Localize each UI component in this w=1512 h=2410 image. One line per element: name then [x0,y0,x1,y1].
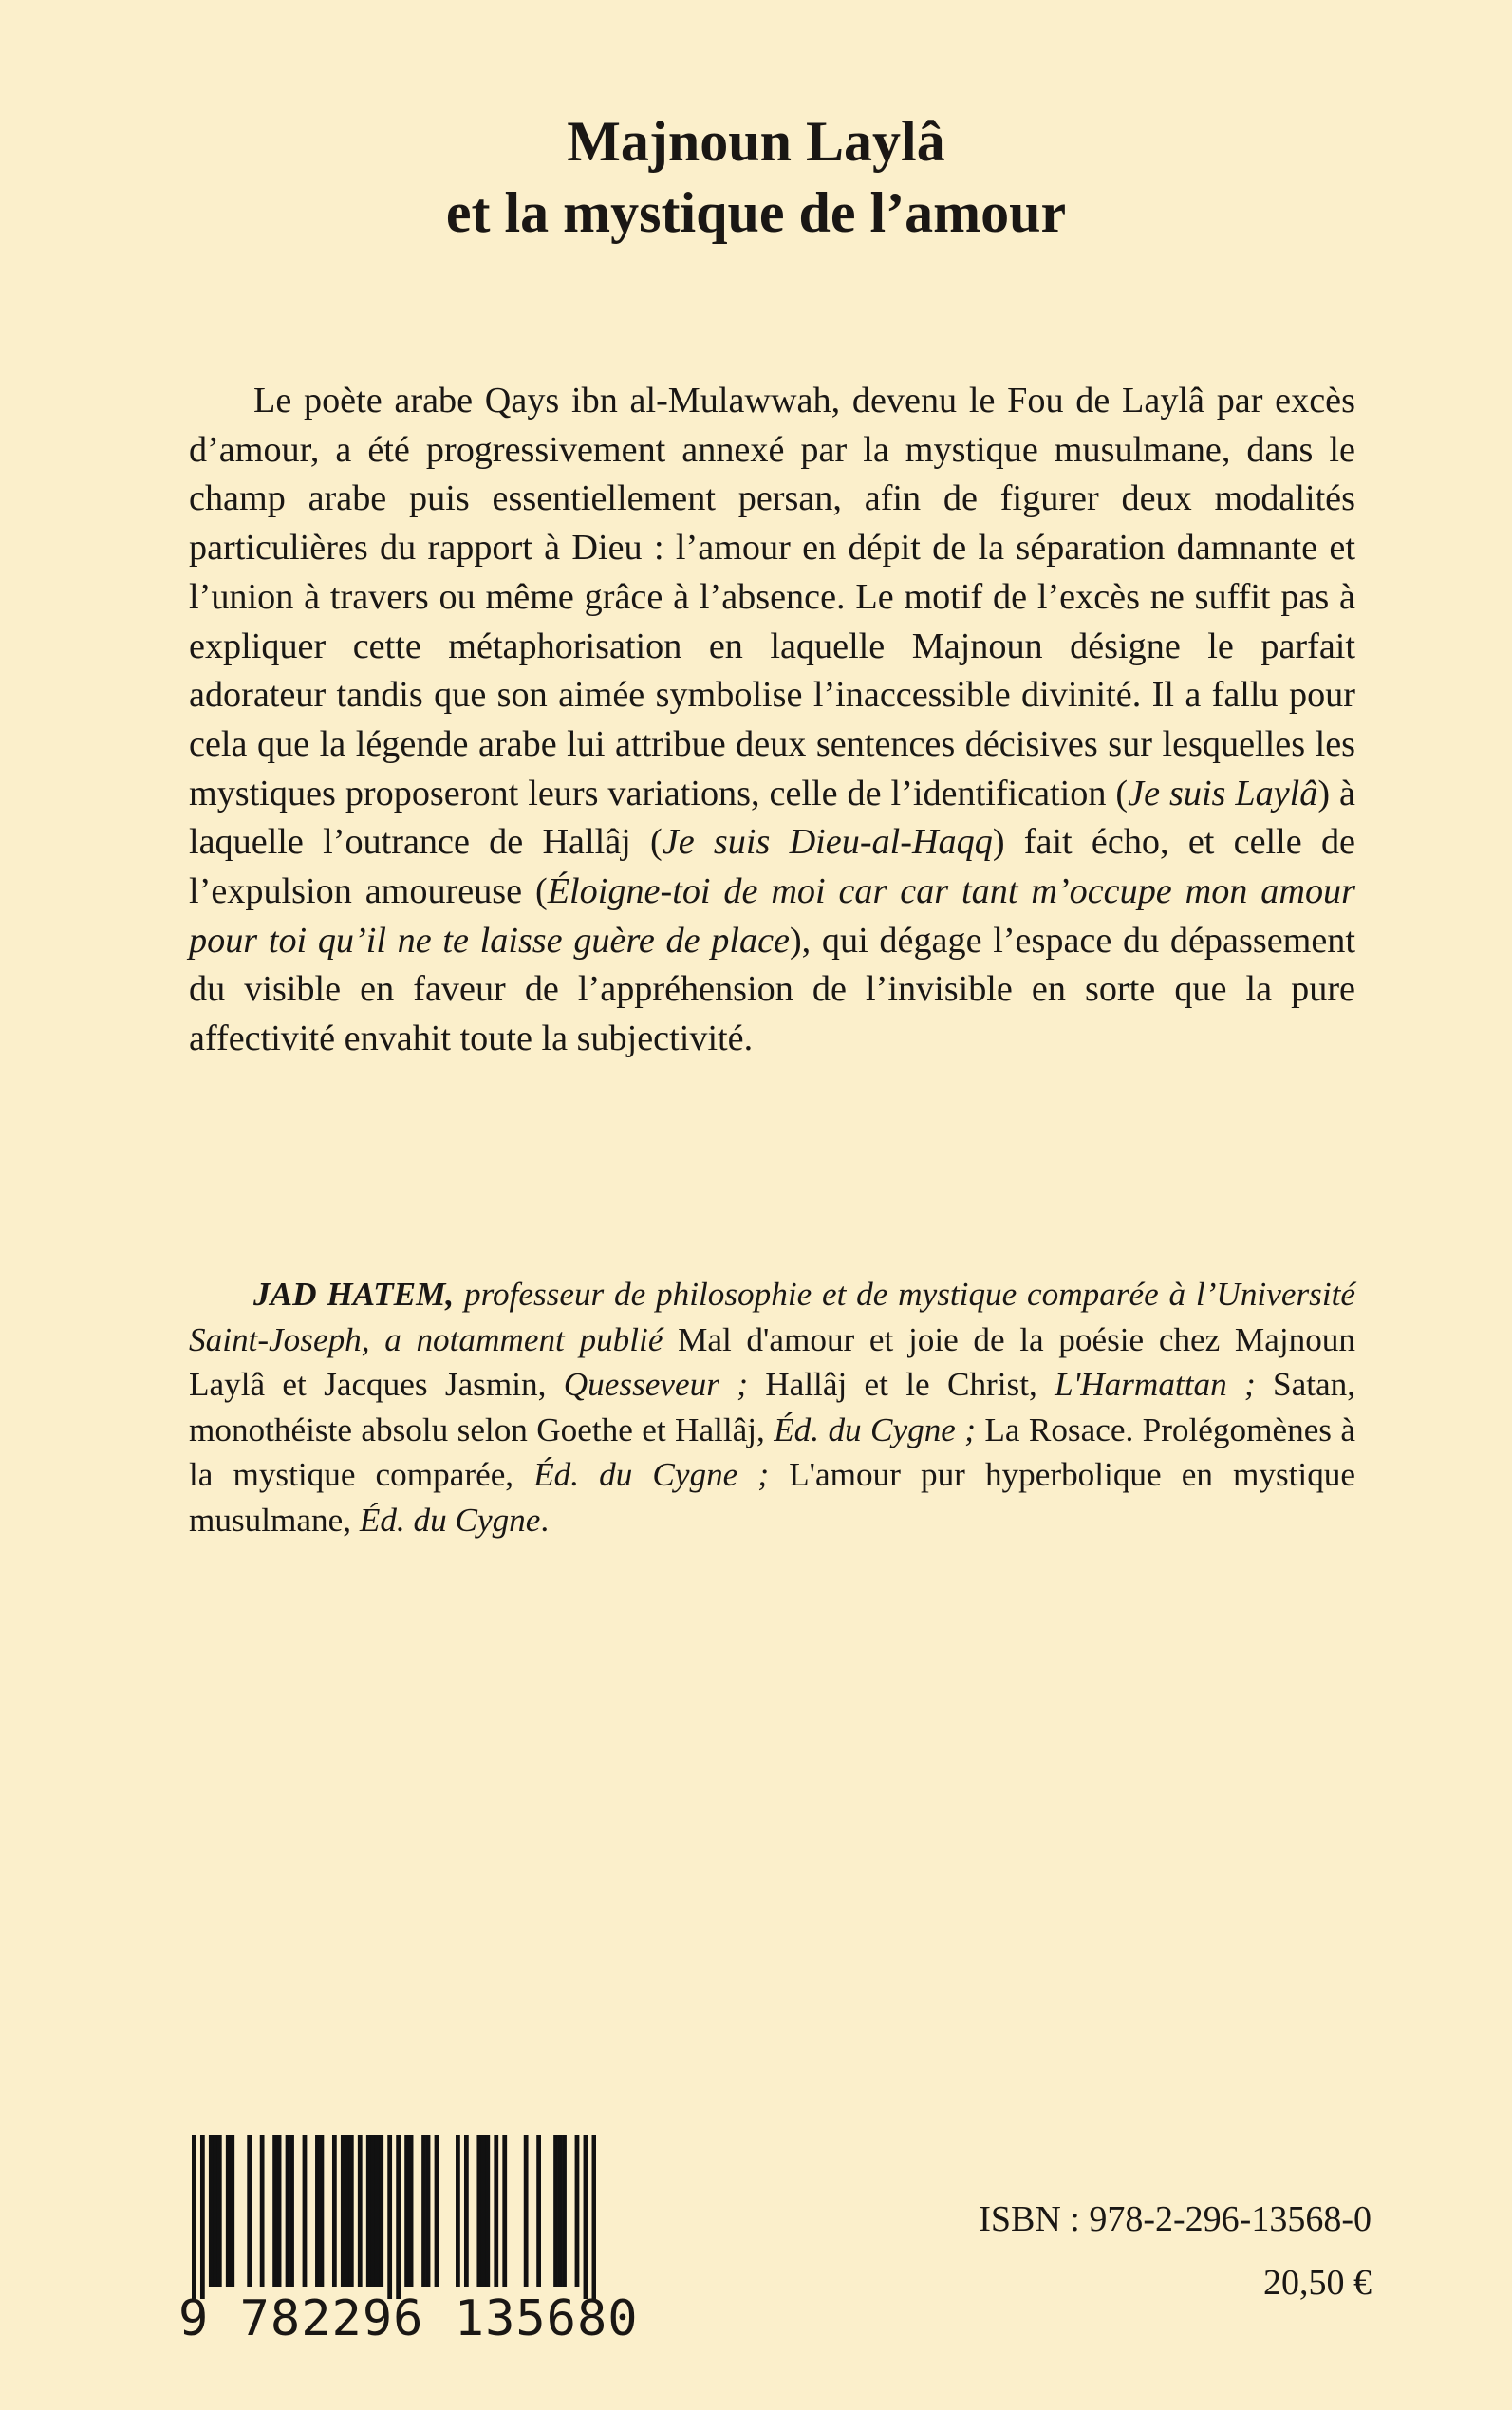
barcode-bar [435,2135,439,2287]
barcode-bar [213,2135,217,2287]
bio-book-5: L'amour pur hyperbolique en mystique musulmane, [189,1456,1356,1539]
author-intro: professeur de philosophie et de mystique comparée à l’Université Saint-Joseph, a notamment publié [189,1276,1355,1358]
barcode-bar [260,2135,265,2287]
barcode-bar [536,2135,541,2287]
barcode-bar [320,2135,325,2287]
barcode-bar [370,2135,375,2287]
barcode-bar [485,2135,490,2287]
barcode-bar [217,2135,222,2287]
barcode-bar [404,2135,409,2287]
barcode-bar [192,2135,196,2299]
barcode-bar [592,2135,596,2299]
barcode-bar [464,2135,469,2287]
barcode-bar [375,2135,380,2287]
barcode-bar [349,2135,354,2287]
book-title [0,106,1512,249]
barcode-bar [286,2135,290,2287]
summary-text-1: Le poète arabe Qays ibn al-Mulawwah, devenu le Fou de Laylâ par excès d’amour, a été progressivement annexé par la mystique musulmane, dans le champ arabe puis essentiellement persan, afin de figurer deux modalités particulières du rapport à Dieu : l’amour en dépit de la séparation damnante et l’union à travers ou même grâce à l’absence. Le motif de l’excès ne suffit pas à expliquer cette métaphorisation en laquelle Majnoun désigne le parfait adorateur tandis que son aimée symbolise l’inaccessible divinité. Il a fallu pour cela que la légende arabe lui attribue deux sentences décisives sur lesquelles les mystiques proposeront leurs variations, celle de l’identification ( [189,381,1355,813]
barcode-bar [345,2135,349,2287]
barcode-bar [421,2135,426,2287]
barcode-bar [396,2135,401,2299]
barcode-bar [315,2135,320,2287]
book-summary [189,377,1355,1064]
bio-end: . [540,1501,550,1539]
barcode-bar [289,2135,294,2287]
book-title-line-2: et la mystique de l’amour [445,181,1067,244]
book-title-line-1: Majnoun Laylâ [567,110,945,173]
bio-publisher-1: Quesseveur ; [563,1366,748,1404]
barcode-bar [409,2135,414,2287]
barcode-bar [481,2135,486,2287]
barcode-bar [332,2135,337,2287]
barcode-bar [341,2135,345,2287]
barcode-bar [553,2135,558,2287]
barcode-bar [575,2135,580,2287]
bio-publisher-2: L'Harmattan ; [1055,1366,1256,1404]
barcode-bar [200,2135,205,2299]
price: 20,50 € [1263,2263,1372,2303]
summary-quote-1: Je suis Laylâ [1128,773,1318,813]
isbn: ISBN : 978-2-296-13568-0 [979,2199,1372,2239]
bio-book-1: Mal d'amour et joie de la poésie chez Majnoun Laylâ et Jacques Jasmin, [189,1320,1355,1404]
barcode-bar [209,2135,214,2287]
barcode-bar [562,2135,567,2287]
barcode-bar [476,2135,481,2287]
barcode-bar [277,2135,282,2287]
bio-publisher-4: Éd. du Cygne ; [533,1456,770,1494]
summary-text-2: ) à laquelle l’outrance de Hallâj ( [189,773,1355,863]
barcode-bar [366,2135,371,2287]
summary-quote-3: Éloigne-toi de moi car car tant m’occupe mon amour pour toi qu’il ne te laisse guère de place [189,871,1355,961]
barcode-bar [226,2135,231,2287]
bio-book-4: La Rosace. Prolégomènes à la mystique comparée, [189,1411,1355,1494]
summary-text-3: ) fait écho, et celle de l’expulsion amoureuse ( [189,822,1355,912]
barcode-bar [303,2135,308,2287]
barcode-bar [426,2135,431,2287]
bio-book-3: Satan, monothéiste absolu selon Goethe et Hallâj, [189,1366,1355,1448]
barcode-bar [230,2135,234,2287]
bio-publisher-3: Éd. du Cygne ; [774,1411,976,1448]
barcode-bar [584,2135,588,2299]
barcode-bar [524,2135,529,2287]
barcode [178,2135,639,2348]
barcode-bar [358,2135,363,2287]
author-bio [189,1272,1355,1543]
summary-quote-2: Je suis Dieu-al-Haqq [662,822,993,863]
barcode-bar [502,2135,507,2287]
barcode-bar [558,2135,563,2287]
barcode-bar [379,2135,383,2287]
barcode-bar [247,2135,252,2287]
bio-book-2: Hallâj et le Christ, [747,1366,1055,1404]
barcode-bar [456,2135,460,2287]
barcode-bar [494,2135,498,2287]
barcode-bars [192,2135,596,2299]
author-name: JAD HATEM, [253,1276,455,1313]
summary-text-4: ), qui dégage l’espace du dépassement du visible en faveur de l’appréhension de l’invisible en sorte que la pure affectivité envahit toute la subjectivité. [189,920,1355,1059]
barcode-bar [272,2135,277,2287]
barcode-bar [387,2135,392,2299]
barcode-digits: 9 782296 135680 [178,2290,639,2347]
bio-publisher-5: Éd. du Cygne [359,1501,541,1539]
